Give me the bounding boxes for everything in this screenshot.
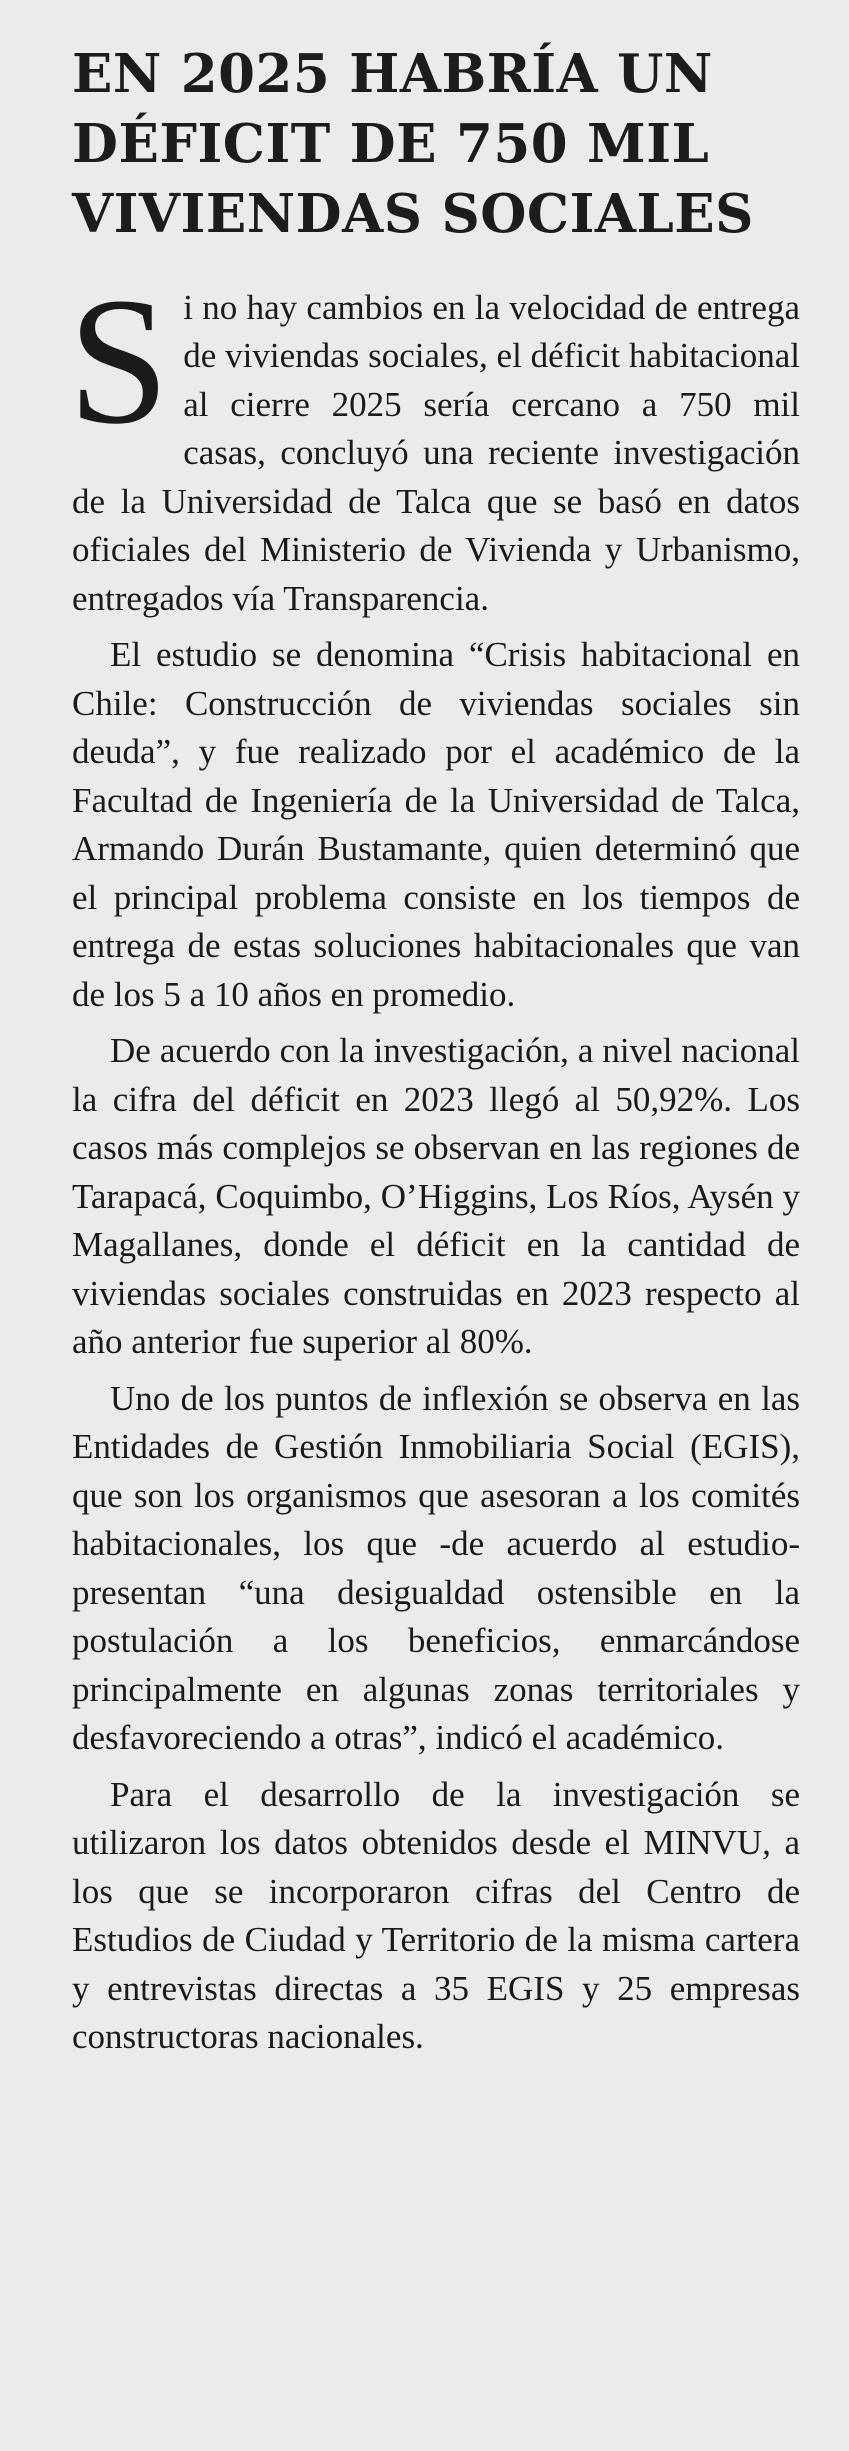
paragraph-4: Uno de los puntos de inflexión se observa en las Entidades de Gestión Inmobiliaria Social (EGIS), que son los organismos que asesoran a los comités habitacionales, los que -de acuerdo al estudio- presentan “una desigualdad ostensible en la postulación a los beneficios, enmarcándose principalmente en algunas zonas territoriales y desfavoreciendo a otras”, indicó el académico. [72, 1378, 800, 1758]
paragraph-5: Para el desarrollo de la investigación se utilizaron los datos obtenidos desde el MINVU, a los que se incorporaron cifras del Centro de Estudios de Ciudad y Territorio de la misma cartera y entrevistas directas a 35 EGIS y 25 empresas constructoras nacionales. [72, 1774, 800, 2057]
paragraph-3: De acuerdo con la investigación, a nivel nacional la cifra del déficit en 2023 llegó al 50,92%. Los casos más complejos se observan en las regiones de Tarapacá, Coquimbo, O’Higgins, Los Ríos, Aysén y Magallanes, donde el déficit en la cantidad de viviendas sociales construidas en 2023 respecto al año anterior fue superior al 80%. [72, 1031, 800, 1362]
news-article [68, 40, 800, 2070]
drop-cap: S [68, 260, 170, 462]
article-headline: EN 2025 HABRÍA UN DÉFICIT DE 750 MIL VIVIENDAS SOCIALES [72, 43, 754, 245]
article-body [68, 260, 800, 2062]
paragraph-1-text: i no hay cambios en la velocidad de entrega de viviendas sociales, el déficit habitacional al cierre 2025 sería cercano a 750 mil casas, concluyó una reciente investigación de la Universidad de Talca que se basó en datos oficiales del Ministerio de Vivienda y Urbanismo, entregados vía Transparencia. [72, 287, 800, 618]
paragraph-2: El estudio se denomina “Crisis habitacional en Chile: Construcción de viviendas sociales sin deuda”, y fue realizado por el académico de la Facultad de Ingeniería de la Universidad de Talca, Armando Durán Bustamante, quien determinó que el principal problema consiste en los tiempos de entrega de estas soluciones habitacionales que van de los 5 a 10 años en promedio. [72, 635, 800, 1014]
paragraph-1 [68, 260, 800, 624]
